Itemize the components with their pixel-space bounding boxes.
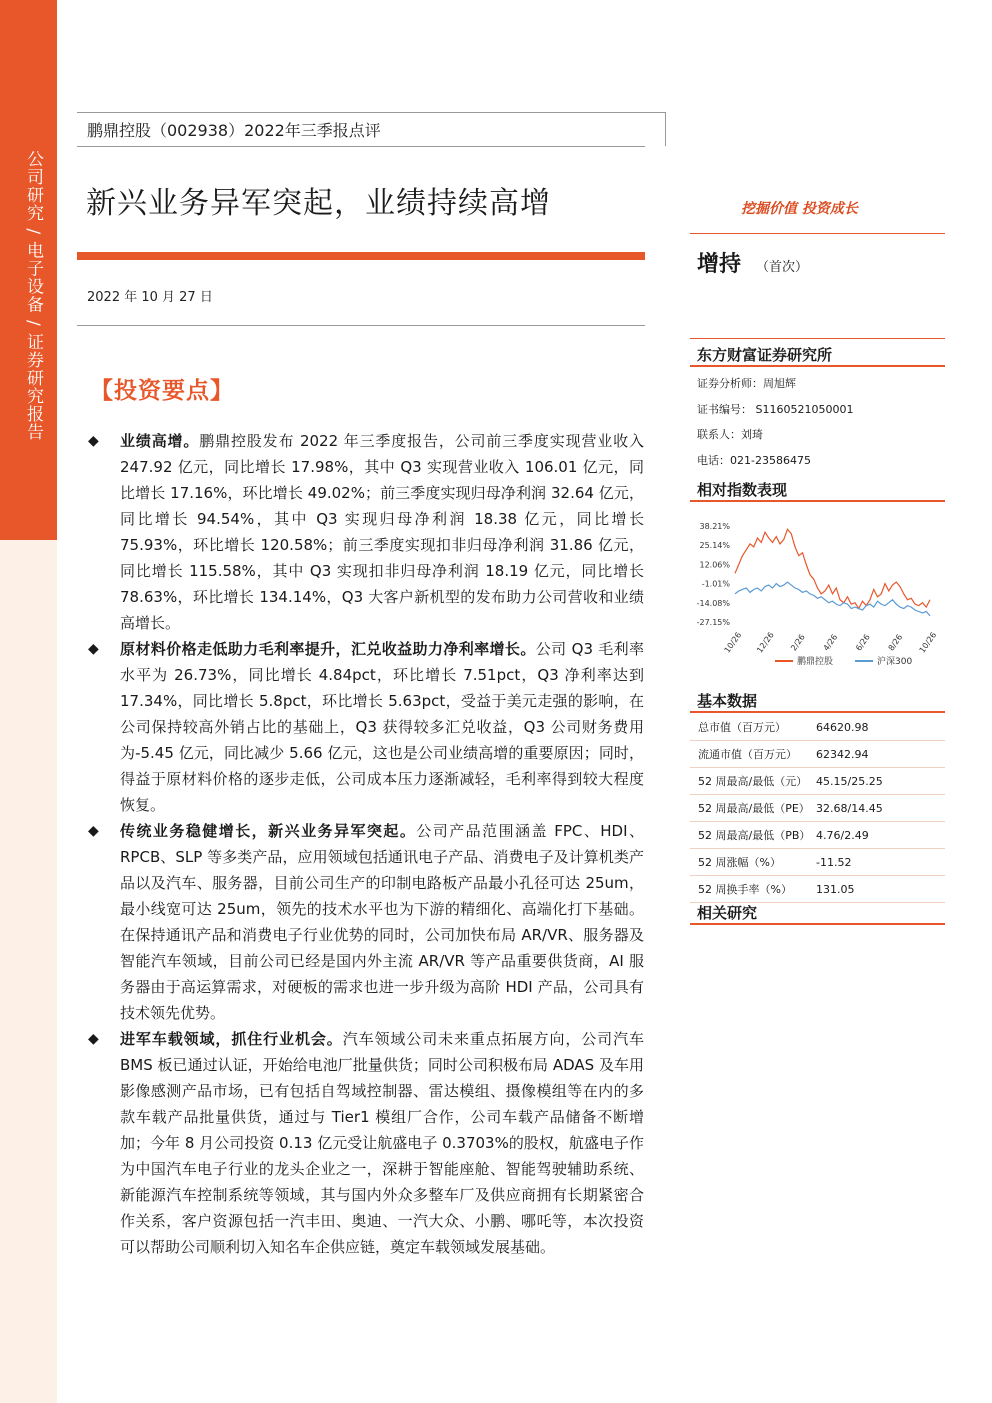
- investment-point: [88, 818, 644, 1026]
- chart-section-underline: [690, 500, 945, 502]
- basic-data-table: [690, 714, 945, 903]
- institute-name: 东方财富证券研究所: [697, 346, 833, 364]
- legend-label: 沪深300: [877, 657, 913, 667]
- analyst: 证券分析师：周旭辉: [697, 377, 796, 390]
- investment-point: [88, 428, 644, 636]
- basic-data-value: 4.76/2.49: [816, 822, 945, 849]
- x-tick-label: 8/26: [886, 632, 905, 653]
- investment-point-body: 公司产品范围涵盖 FPC、HDI、RPCB、SLP 等多类产品，应用领域包括通讯电子产品、消费电子及计算机类产品以及汽车、服务器，目前公司生产的印制电路板产品最小孔径可达 25um，最小线宽可达 25um，领先的技术水平也为下游的精细化、高端化打下基础。在保持通讯产品和消费电子行业优势的同时，公司加快布局 AR/VR、服务器及智能汽车领域，目前公司已经是国内外主流 AR/VR 等产品重要供货商，AI 服务器由于高运算需求，对硬板的需求也进一步升级为高阶 HDI 产品，公司具有技术领先优势。: [120, 822, 644, 1022]
- basic-data-key: 流通市值（百万元）: [690, 741, 816, 768]
- sidebar-category: 公司研究 / 电子设备 / 证券研究报告: [23, 150, 43, 442]
- investment-point-body: 公司 Q3 毛利率水平为 26.73%，同比增长 4.84pct，环比增长 7.51pct，Q3 净利率达到 17.34%，同比增长 5.8pct，环比增长 5.63pct，受益于美元走强的影响，在公司保持较高外销占比的基础上，Q3 获得较多汇兑收益，Q3 公司财务费用为-5.45 亿元，同比减少 5.66 亿元，这也是公司业绩高增的重要原因；同时，得益于原材料价格的逐步走低，公司成本压力逐渐减轻，毛利率得到较大程度恢复。: [120, 640, 644, 814]
- table-row: [690, 714, 945, 741]
- basic-data-key: 总市值（百万元）: [690, 714, 816, 741]
- table-row: [690, 795, 945, 822]
- table-row: [690, 768, 945, 795]
- basic-data-value: 64620.98: [816, 714, 945, 741]
- basic-data-key: 52 周最高/最低（PE）: [690, 795, 816, 822]
- y-tick-label: -1.01%: [701, 579, 730, 589]
- basic-data-underline: [690, 711, 945, 713]
- x-tick-label: 12/26: [755, 630, 776, 655]
- related-research-title: 相关研究: [697, 904, 758, 922]
- basic-data-key: 52 周涨幅（%）: [690, 849, 816, 876]
- rating-divider: [690, 233, 945, 234]
- bullet-diamond-icon: ◆: [88, 641, 99, 657]
- basic-data-value: 131.05: [816, 876, 945, 903]
- basic-data-key: 52 周最高/最低（PB）: [690, 822, 816, 849]
- legend-label: 鹏鼎控股: [797, 657, 834, 667]
- basic-data-key: 52 周换手率（%）: [690, 876, 816, 903]
- header-vertical-divider: [665, 112, 666, 146]
- table-row: [690, 741, 945, 768]
- y-tick-label: -14.08%: [696, 598, 730, 608]
- table-row: [690, 822, 945, 849]
- y-tick-label: -27.15%: [696, 618, 730, 627]
- phone: 电话：021-23586475: [697, 454, 811, 467]
- investment-point-heading: 进军车载领域，抓住行业机会。: [120, 1030, 343, 1048]
- cert-number: 证书编号： S1160521050001: [697, 403, 854, 416]
- investment-point-heading: 传统业务稳健增长，新兴业务异军突起。: [120, 822, 417, 840]
- section-title: 【投资要点】: [90, 378, 234, 404]
- table-row: [690, 876, 945, 903]
- y-tick-label: 25.14%: [699, 541, 730, 551]
- table-row: [690, 849, 945, 876]
- bullet-diamond-icon: ◆: [88, 1031, 99, 1047]
- related-research-underline: [690, 923, 945, 925]
- investment-point: [88, 1026, 644, 1260]
- x-tick-label: 6/26: [854, 632, 872, 653]
- basic-data-value: 62342.94: [816, 741, 945, 768]
- x-tick-label: 10/26: [917, 630, 939, 655]
- x-tick-label: 4/26: [821, 632, 840, 653]
- investment-point: [88, 636, 644, 818]
- institute-underline: [690, 365, 945, 367]
- slogan: 挖掘价值 投资成长: [741, 201, 858, 217]
- page-title: 新兴业务异军突起，业绩持续高增: [86, 186, 551, 221]
- title-underline: [77, 252, 645, 260]
- y-tick-label: 38.21%: [699, 522, 730, 531]
- bullet-diamond-icon: ◆: [88, 433, 99, 449]
- investment-point-heading: 业绩高增。: [120, 432, 200, 450]
- x-tick-label: 2/26: [789, 632, 807, 653]
- institute-top-divider: [690, 338, 945, 339]
- contact: 联系人：刘琦: [697, 428, 763, 441]
- x-tick-label: 10/26: [722, 630, 744, 655]
- rating-note: （首次）: [756, 260, 809, 275]
- rating-value: 增持: [697, 252, 742, 277]
- investment-points: [88, 428, 644, 1260]
- bullet-diamond-icon: ◆: [88, 823, 99, 839]
- relative-index-chart: [690, 508, 945, 678]
- investment-point-heading: 原材料价格走低助力毛利率提升，汇兑收益助力净利率增长。: [120, 640, 536, 658]
- header-divider: [77, 146, 645, 147]
- basic-data-title: 基本数据: [697, 692, 758, 710]
- basic-data-value: 32.68/14.45: [816, 795, 945, 822]
- basic-data-value: 45.15/25.25: [816, 768, 945, 795]
- date-divider: [77, 325, 645, 326]
- basic-data-value: -11.52: [816, 849, 945, 876]
- investment-point-body: 鹏鼎控股发布 2022 年三季度报告，公司前三季度实现营业收入 247.92 亿元，同比增长 17.98%，其中 Q3 实现营业收入 106.01 亿元，同比增长 17.16%，环比增长 49.02%；前三季度实现归母净利润 32.64 亿元，同比增长 94.54%，其中 Q3 实现归母净利润 18.38 亿元，同比增长 75.93%，环比增长 120.58%；前三季度实现扣非归母净利润 31.86 亿元，同比增长 115.58%，其中 Q3 实现扣非归母净利润 18.19 亿元，同比增长 78.63%，环比增长 134.14%，Q3 大客户新机型的发布助力公司营收和业绩高增长。: [120, 432, 644, 632]
- report-date: 2022 年 10 月 27 日: [87, 290, 213, 305]
- series-line: [735, 529, 930, 608]
- report-type: 鹏鼎控股（002938）2022年三季报点评: [87, 121, 381, 140]
- chart-section-title: 相对指数表现: [697, 481, 788, 499]
- basic-data-key: 52 周最高/最低（元）: [690, 768, 816, 795]
- sidebar: [0, 0, 57, 1403]
- investment-point-body: 汽车领域公司未来重点拓展方向，公司汽车 BMS 板已通过认证，开始给电池厂批量供货；同时公司积极布局 ADAS 及车用影像感测产品市场，已有包括自驾域控制器、雷达模组、摄像模组等在内的多款车载产品批量供货，通过与 Tier1 模组厂合作，公司车载产品储备不断增加；今年 8 月公司投资 0.13 亿元受让航盛电子 0.3703%的股权，航盛电子作为中国汽车电子行业的龙头企业之一，深耕于智能座舱、智能驾驶辅助系统、新能源汽车控制系统等领域，其与国内外众多整车厂及供应商拥有长期紧密合作关系，客户资源包括一汽丰田、奥迪、一汽大众、小鹏、哪吒等，本次投资可以帮助公司顺利切入知名车企供应链，奠定车载领域发展基础。: [120, 1030, 644, 1256]
- y-tick-label: 12.06%: [699, 560, 730, 570]
- header-top-divider: [77, 112, 665, 113]
